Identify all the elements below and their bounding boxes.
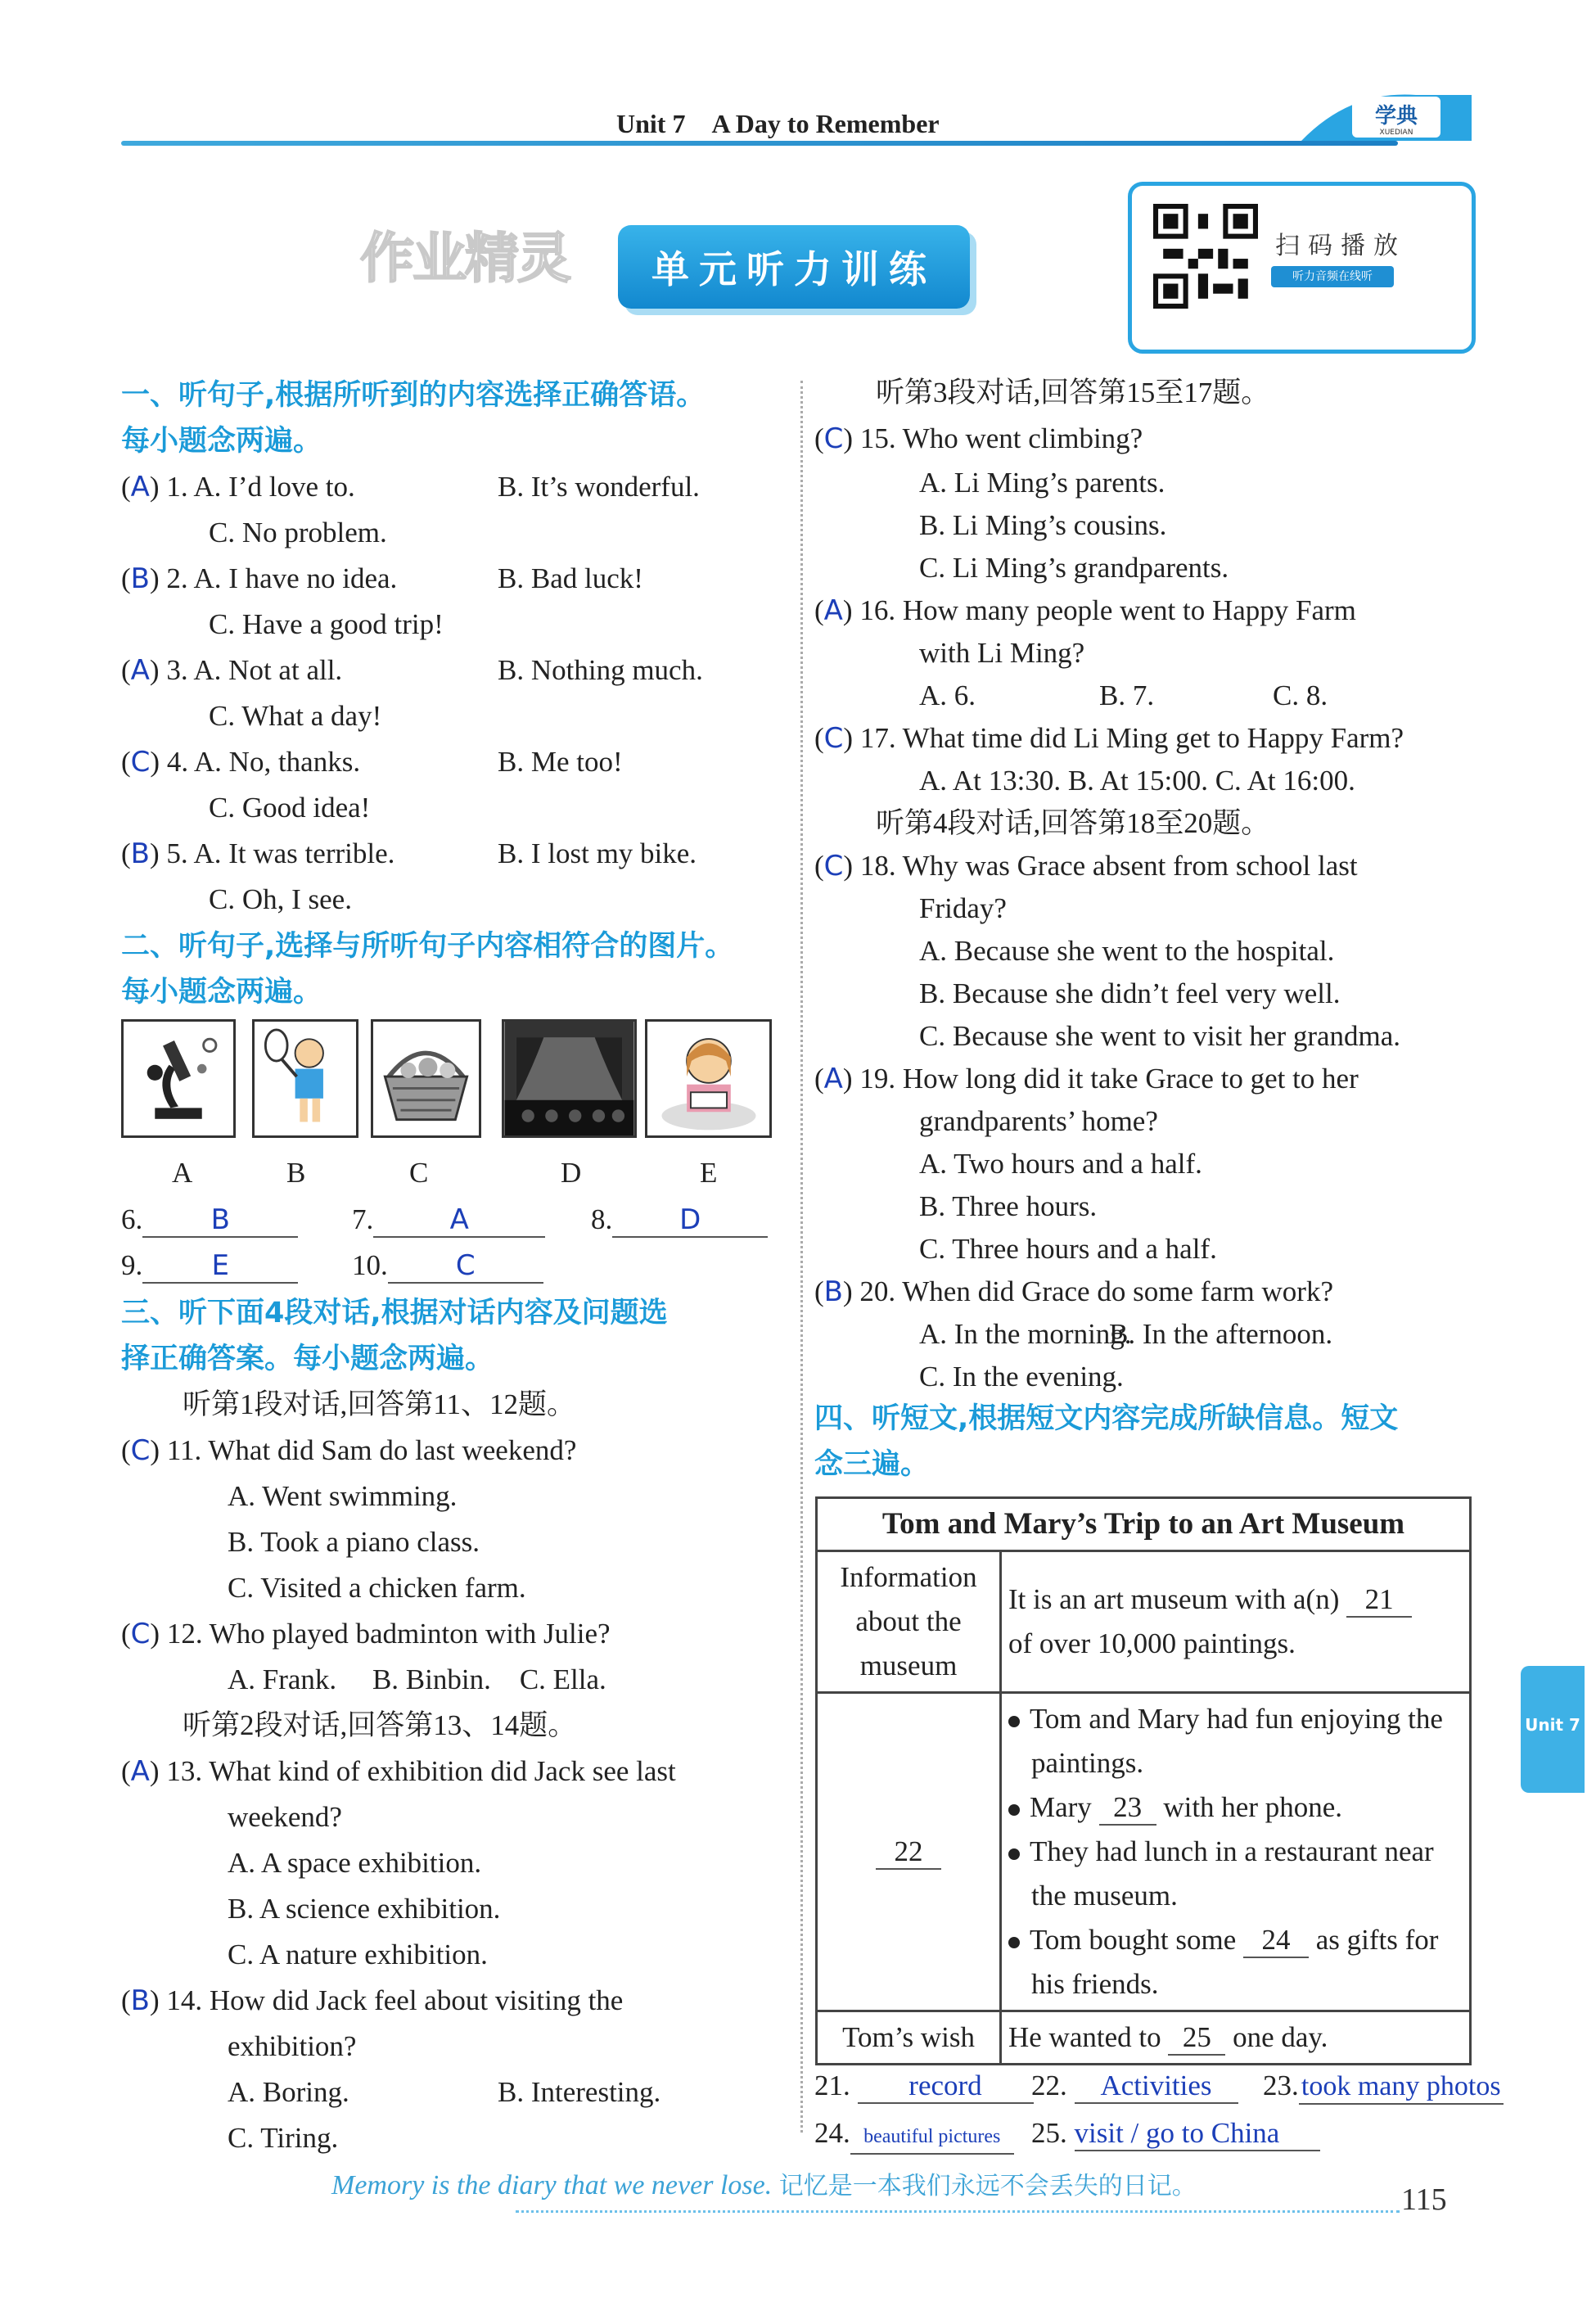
option-a: A. I’d love to. [193, 471, 355, 503]
watermark: 作业精灵 [360, 227, 570, 290]
logo-cn: 学典 [1374, 104, 1418, 129]
answer-21[interactable]: 21. record [814, 2063, 1034, 2109]
pic-letter-c: C [409, 1157, 429, 1189]
dialog-4-intro: 听第4段对话,回答第18至20题。 [876, 807, 1270, 839]
option-c: C. Good idea! [209, 792, 371, 824]
dialog-3-intro: 听第3段对话,回答第15至17题。 [876, 377, 1270, 408]
column-divider [800, 381, 803, 2133]
answer-16: A [823, 594, 843, 627]
microscope-icon [121, 1019, 236, 1138]
blank-7[interactable]: 7. A [352, 1197, 545, 1243]
pic-letter-e: E [700, 1157, 718, 1189]
section-1-title: 一、听句子,根据所听到的内容选择正确答语。 [121, 379, 706, 412]
option-b: B. Nothing much. [498, 654, 703, 686]
table-title: Tom and Mary’s Trip to an Art Museum [817, 1498, 1471, 1551]
pic-letter-d: D [561, 1157, 582, 1189]
answer-3: A [130, 654, 150, 687]
unit-title: Unit 7 A Day to Remember [616, 109, 940, 138]
option-b: B. I lost my bike. [498, 837, 697, 869]
left-column [121, 372, 792, 464]
blank-10[interactable]: 10. C [352, 1243, 543, 1289]
option-b: B. Bad luck! [498, 562, 643, 594]
answer-24[interactable]: 24. beautiful pictures [814, 2110, 1014, 2156]
qr-label: 扫码播放 [1275, 232, 1406, 260]
right-column: 听第3段对话,回答第15至17题。 (C) 15. Who went climbing? A. Li Ming’s parents. B. Li Ming’s cousins. C. Li Ming’s grandparents. (A) 16. How many people went to Happy Farm with Li Ming? A. 6. B. 7. C. 8. (C) 17. What time did Li Ming get to Happy Farm? A. At 13:30. B. At 15:00. C. At 16:00. 听第4段对话,回答第18至20题。 (C) 18. Why was Grace absent from school last Friday? A. Because she went to the hospital. B. Because she didn’t feel very well. C. Because she went to visit her grandma. (A) 19. How long did it take Grace to get to her grandparents’ home? A. Two hours and a half. B. Three hours. C. Three hours and a half. (B) 20. When did Grace do some farm work? A. In the morning. B. In the afternoon. C. In the evening. [814, 370, 1486, 1398]
logo-en: XUEDIAN [1379, 129, 1413, 137]
option-a: A. It was terrible. [193, 837, 395, 869]
answer-19: A [823, 1063, 843, 1095]
option-b: B. Me too! [498, 746, 623, 778]
section-3-left: 听第1段对话,回答第11、12题。 (C) 11. What did Sam do last weekend? A. Went swimming. B. Took a piano class. C. Visited a chicken farm. (C) 12. Who played badminton with Julie? A. Frank. B. Binbin. C. Ella. 听第2段对话,回答第13、14题。 (A) 13. What kind of exhibition did Jack see last weekend? A. A space exhibition. B. A science exhibition. C. A nature exhibition. (B) 14. How did Jack feel about visiting the exhibition? A. Boring. B. Interesting. C. Tiring. [121, 1382, 792, 2161]
answer-25[interactable]: 25. visit / go to China [1031, 2110, 1320, 2156]
answer-18: C [823, 850, 844, 882]
dialog-2-intro: 听第2段对话,回答第13、14题。 [183, 1709, 577, 1741]
section-3-title-2: 择正确答案。每小题念两遍。 [121, 1343, 494, 1375]
option-c: C. Have a good trip! [209, 608, 444, 640]
pic-letter-a: A [172, 1157, 193, 1189]
section-2-title-2: 每小题念两遍。 [121, 976, 322, 1009]
stage-icon [502, 1019, 637, 1138]
answer-14: B [130, 1984, 150, 2017]
answer-22[interactable]: 22. Activities [1031, 2063, 1238, 2109]
answer-11: C [130, 1434, 151, 1467]
page-header [121, 98, 1472, 149]
row-3-head: Tom’s wish [817, 2011, 1001, 2065]
section-1-questions: (A) 1. A. I’d love to. B. It’s wonderful. C. No problem. (B) 2. A. I have no idea. B. Bad luck! C. Have a good trip! (A) 3. A. Not at all. B. Nothing much. C. What a day! (C) 4. A. No, thanks. B. Me too! C. Good idea! (B) 5. A. It was terrible. B. I lost my bike. C. Oh, I see. [121, 464, 792, 923]
option-c: C. No problem. [209, 517, 387, 548]
section-3-title: 三、听下面4段对话,根据对话内容及问题选 [121, 1297, 668, 1329]
blank-8[interactable]: 8. D [591, 1197, 768, 1243]
answer-23[interactable]: 23.took many photos [1263, 2063, 1504, 2109]
answer-4: C [130, 746, 151, 779]
section-banner: 单元听力训练 [618, 225, 970, 309]
reading-girl-icon [645, 1019, 772, 1138]
answer-13: A [130, 1755, 150, 1788]
answer-1: A [130, 471, 150, 503]
blank-9[interactable]: 9. E [121, 1243, 298, 1289]
answer-2: B [130, 562, 150, 595]
answer-20: B [823, 1275, 843, 1308]
answer-12: C [130, 1618, 151, 1650]
row-2-head: 22 [876, 1835, 941, 1870]
page-number: 115 [1401, 2182, 1447, 2217]
option-a: A. No, thanks. [193, 746, 361, 778]
basket-icon [371, 1019, 481, 1138]
qr-code-box[interactable] [1128, 182, 1476, 354]
footer-line [516, 2210, 1400, 2213]
pic-letter-b: B [286, 1157, 306, 1189]
badminton-boy-icon [252, 1019, 358, 1138]
option-a: A. I have no idea. [193, 562, 398, 594]
section-4-title-2: 念三遍。 [814, 1448, 930, 1481]
qr-code-icon[interactable] [1153, 204, 1258, 309]
option-c: C. What a day! [209, 700, 382, 732]
header-rule [121, 141, 1398, 146]
section-1-title-2: 每小题念两遍。 [121, 425, 322, 458]
row-1-head: Information about the museum [817, 1551, 1001, 1693]
answer-17: C [823, 722, 844, 755]
trip-table: Tom and Mary’s Trip to an Art Museum Information about the museum It is an art museum with a(n) 21 of over 10,000 paintings. 22 Tom and Mary had fun enjoying the paintings. Mary 23 with her phone. They had lunch in a restaurant near the museum. Tom bought some 24 as gifts for his friends. Tom’s wish He wanted to 25 one day. [815, 1496, 1472, 2065]
section-4-title: 四、听短文,根据短文内容完成所缺信息。短文 [814, 1402, 1399, 1435]
unit-side-tab[interactable]: Unit 7 [1521, 1666, 1585, 1793]
blank-6[interactable]: 6. B [121, 1197, 298, 1243]
answer-5: B [130, 837, 150, 870]
section-2-title: 二、听句子,选择与所听句子内容相符合的图片。 [121, 930, 734, 963]
option-b: B. It’s wonderful. [498, 471, 700, 503]
option-c: C. Oh, I see. [209, 883, 352, 915]
answer-15: C [823, 422, 844, 455]
dialog-1-intro: 听第1段对话,回答第11、12题。 [183, 1388, 575, 1420]
footer-quote: Memory is the diary that we never lose. 记忆是一本我们永远不会丢失的日记。 [331, 2170, 1197, 2200]
xuedian-logo [1301, 90, 1472, 149]
option-a: A. Not at all. [193, 654, 343, 686]
qr-sublabel: 听力音频在线听 [1271, 266, 1394, 287]
